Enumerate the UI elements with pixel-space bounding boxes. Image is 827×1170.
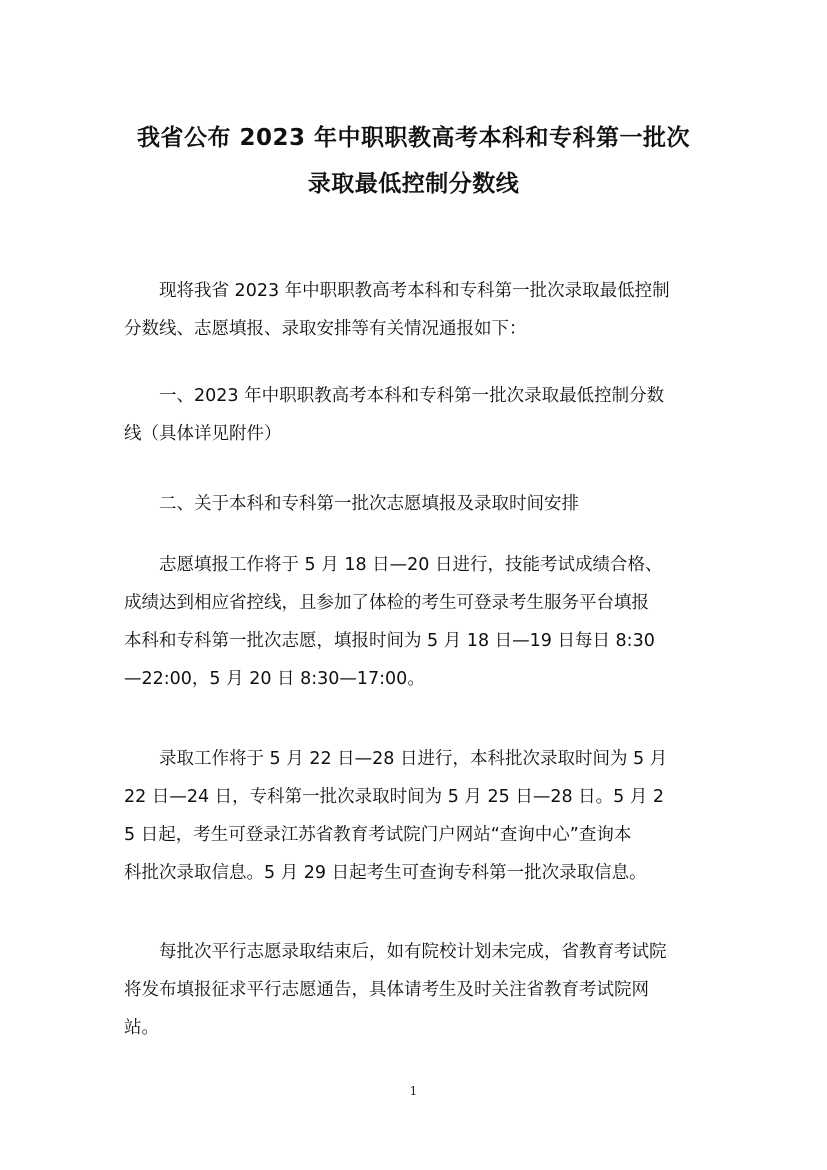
paragraph-line: 志愿填报工作将于 5 月 18 日—20 日进行，技能考试成绩合格、: [159, 555, 663, 575]
paragraph-line: 科批次录取信息。5 月 29 日起考生可查询专科第一批次录取信息。: [124, 863, 647, 883]
paragraph-line: 将发布填报征求平行志愿通告，具体请考生及时关注省教育考试院网: [124, 980, 649, 1000]
document-title: [110, 115, 717, 207]
title-line-2: 录取最低控制分数线: [307, 171, 520, 198]
paragraph-line: 每批次平行志愿录取结束后，如有院校计划未完成，省教育考试院: [159, 942, 667, 962]
paragraph-line: 成绩达到相应省控线，且参加了体检的考生可登录考生服务平台填报: [124, 593, 649, 613]
title-line-1: 我省公布 2023 年中职职教高考本科和专科第一批次: [136, 125, 691, 152]
paragraph-supplementary-volunteer: [124, 933, 704, 1047]
section-one-heading: [124, 377, 704, 453]
paragraph-line: 5 日起，考生可登录江苏省教育考试院门户网站“查询中心”查询本: [124, 825, 632, 845]
paragraph-line: 二、关于本科和专科第一批次志愿填报及录取时间安排: [159, 494, 579, 514]
paragraph-intro: [124, 272, 704, 348]
paragraph-volunteer-filling: [124, 546, 704, 698]
section-two-heading: [124, 485, 704, 523]
page-number: 1: [409, 1084, 418, 1098]
paragraph-line: —22:00，5 月 20 日 8:30—17:00。: [124, 669, 425, 689]
paragraph-line: 一、2023 年中职职教高考本科和专科第一批次录取最低控制分数: [159, 386, 665, 406]
paragraph-line: 站。: [124, 1018, 159, 1038]
paragraph-admission-schedule: [124, 740, 704, 892]
paragraph-line: 录取工作将于 5 月 22 日—28 日进行，本科批次录取时间为 5 月: [159, 749, 668, 769]
paragraph-line: 分数线、志愿填报、录取安排等有关情况通报如下：: [124, 319, 527, 339]
paragraph-line: 22 日—24 日，专科第一批次录取时间为 5 月 25 日—28 日。5 月 2: [124, 787, 665, 807]
paragraph-line: 现将我省 2023 年中职职教高考本科和专科第一批次录取最低控制: [159, 281, 670, 301]
paragraph-line: 线（具体详见附件）: [124, 424, 282, 444]
paragraph-line: 本科和专科第一批次志愿，填报时间为 5 月 18 日—19 日每日 8:30: [124, 631, 655, 651]
